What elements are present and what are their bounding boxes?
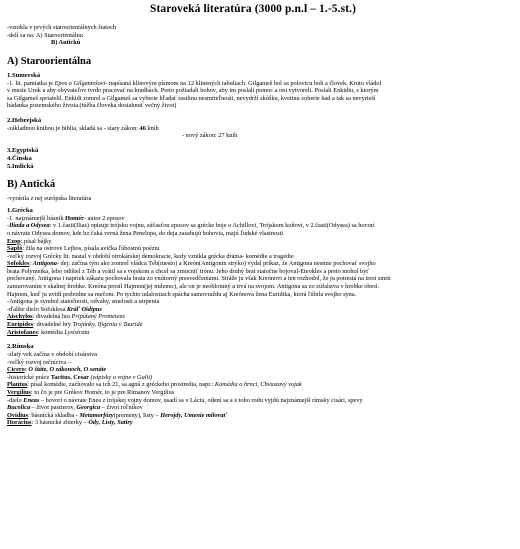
rimska-line-5: Plautus: písal komédie, zachovalo sa ich 21, sa agná z gréckeho prostredia, napr.: Komédia o hrnci, Chvastavý vojak: [7, 381, 302, 389]
rimska-line-3: Cicero: O štáte, O zákonoch, O senáte: [7, 366, 107, 374]
intro-line-3: B) Antickú: [51, 39, 81, 47]
intro-line-1: -vznikla v prvých staroorientálnych štatoch: [7, 24, 117, 31]
grecka-line-10: zamurovaním v skalnej hrobke. Kreóna prosil Hajmon(jej milenec), ale on je neoblomný a trvá na svojom. Antigona sa zo zúfalstva v hrobke obesí.: [7, 283, 380, 291]
rimska-line-9: Ovídius: básnická skladba - Metamorfózy(premeny), listy – Herojdy, Umenie milovať: [7, 411, 227, 419]
egyptska-heading: 3.Egyptská: [7, 146, 39, 154]
sumerska-line-4: hádanka pozemského života.(túžba človeka dosiahnuť večný život): [7, 102, 177, 110]
intro-line-2: -delí sa na: A) Staroorientálnu: [7, 31, 83, 39]
document-title: Staroveká literatúra (3000 p.n.l – 1.-5.st.): [149, 3, 357, 15]
hebrejska-heading: 2.Hebrejská: [7, 116, 42, 124]
sumerska-heading: 1.Sumerská: [7, 71, 41, 79]
rimska-line-2: -veľký rozvoj rečníctva –: [7, 358, 71, 366]
indicka-heading: 5.Indická: [7, 162, 34, 170]
grecka-line-15: Euripides: divadelné hry Trojánky, Ifigenia v Tauride: [7, 321, 143, 329]
rimska-line-8: Bucolica – život pastierov, Georgica – život roľníkov: [7, 404, 143, 412]
grecka-line-12: -Antigona je symbol statočnosti, odvahy, smelosti a utrpenia: [7, 298, 160, 306]
sumerska-line-2: v meste Uruk a aby obyvateľov tvrdo pracovať na hradbách. Preto požiadali bohov, aby im poslali pomoc a oni vytvoreli. Poslali Enkidiu, s ktorým: [7, 87, 379, 95]
grecka-line-1: -1. najznámejší básnik Homér- autor 2 eposov: [7, 214, 125, 222]
rimska-heading: 2.Rímska: [7, 343, 34, 351]
grecka-line-13: -ďalšie dielo Sofoklesa Kráľ Oidipus: [7, 305, 102, 313]
grecka-line-3: o návrate Odysea domov, kde ho čaká verná žena Penelopa, do deja zasahujú bohovia, majú ľudské vlastnosti: [7, 229, 284, 237]
grecka-line-2: -Iliada a Odysea: v 1.časti(Ilias) opisuje trójsku vojnu, súčasťou eposov sa grécke boje o Achillovi, Trójskom koňovi, v 2.časti(Odysea) sa hovorí: [7, 222, 375, 230]
section-b-subtitle: -vyrástla z nej európska literatúra: [7, 195, 92, 203]
grecka-line-5: Sapfó: žila na ostrove Lejbos, písala avička ľúbostnú poéziu: [7, 245, 160, 253]
grecka-line-8: brata Polymeika, lebo odišiel z Téb a vrátil sa s vojskom a chcel sa zmocniť trónu. Jeho druhý brat statočne bojoval-Eteokles a preto mohol byť: [7, 267, 369, 275]
rimska-line-7: -dielo Eneas – hovorí o návrate Enea z trójskej vojny domov, usadí sa v Láciu, odení sa a z toho rodu vyjdú najznámejší rímsky cisári, spevy: [7, 396, 363, 404]
grecka-line-4: Ezop: písal bájky: [7, 237, 52, 245]
hebrejska-line-2: - nový zákon: 27 kníh: [182, 132, 238, 140]
sumerska-line-3: sa Gilgameš spriatelil. Enkidi zomrel a Gilgameš sa vyberie hľadať rastlinu nesmrteľnosti, nevydrží skúšku, kvetinu zoberie had a tak sa nevyrieší: [7, 94, 376, 102]
rimska-line-6: Vergílius: to čo je pre Grékov Homér, to je pre Rimanov Vergilius: [7, 388, 175, 396]
grecka-line-7: Sofokles: Antigona- dej: začína tým ako zomrel vládca Téb(mesto) a Kreón(Antigonin strýko) vydal príkaz, že Antigona nesmie pochovať svojho: [7, 260, 376, 268]
grecka-line-6: -veľký rozvoj Grécky lit. nastal v období otrokárskej demokracie, kedy vznikla grécka dráma- komédie a tragédie: [7, 252, 294, 260]
grecka-line-9: pochovaný. Antigona i napriek zákazu pochovala brata zo vnútorný presvedčeniami. Stráže ju však Kreónovi a ten rozhodol, že ju potrestá na trest smrti: [7, 275, 391, 283]
rimska-line-4: -historické práce Tacitus, Cesar (zápisky o vojne v Galii): [7, 373, 153, 381]
rimska-line-1: -zlatý vek začína v období cisárstva: [7, 351, 98, 359]
grecka-line-11: Hajmon, keď ju uvidí prebodne sa mečom. Po tychto udalostiach spácha samovraždu aj Kreónova žena Eurídika, ktorá ľúbila svojho syna.: [7, 290, 357, 298]
hebrejska-line-1: -základnou knihou je biblia, skladá sa - stary zákon: 46 kníh: [7, 124, 159, 132]
document-page: [0, 3, 506, 549]
rimska-line-10: Horácius: 3 básnické zbierky – Ódy, Listy, Satiry: [7, 419, 133, 427]
grecka-heading: 1.Grécka: [7, 206, 33, 214]
section-b-heading: B) Antická: [7, 179, 56, 191]
section-a-heading: A) Staroorientálna: [7, 55, 92, 67]
cinska-heading: 4.Čínska: [7, 154, 32, 162]
grecka-line-14: Aischylos: divadelná hra Pripútaný Prometeus: [7, 313, 126, 321]
grecka-line-16: Aristofanes: komédia Lysistrata: [7, 328, 90, 336]
sumerska-line-1: -1. lit. pamiatka je Epos o Gilgamešovi- napísaná klinovým písmom na 12 hlinených tabuliach. Gilgameš bol sa polovicu boh a človek. Kruto vládol: [7, 79, 382, 87]
